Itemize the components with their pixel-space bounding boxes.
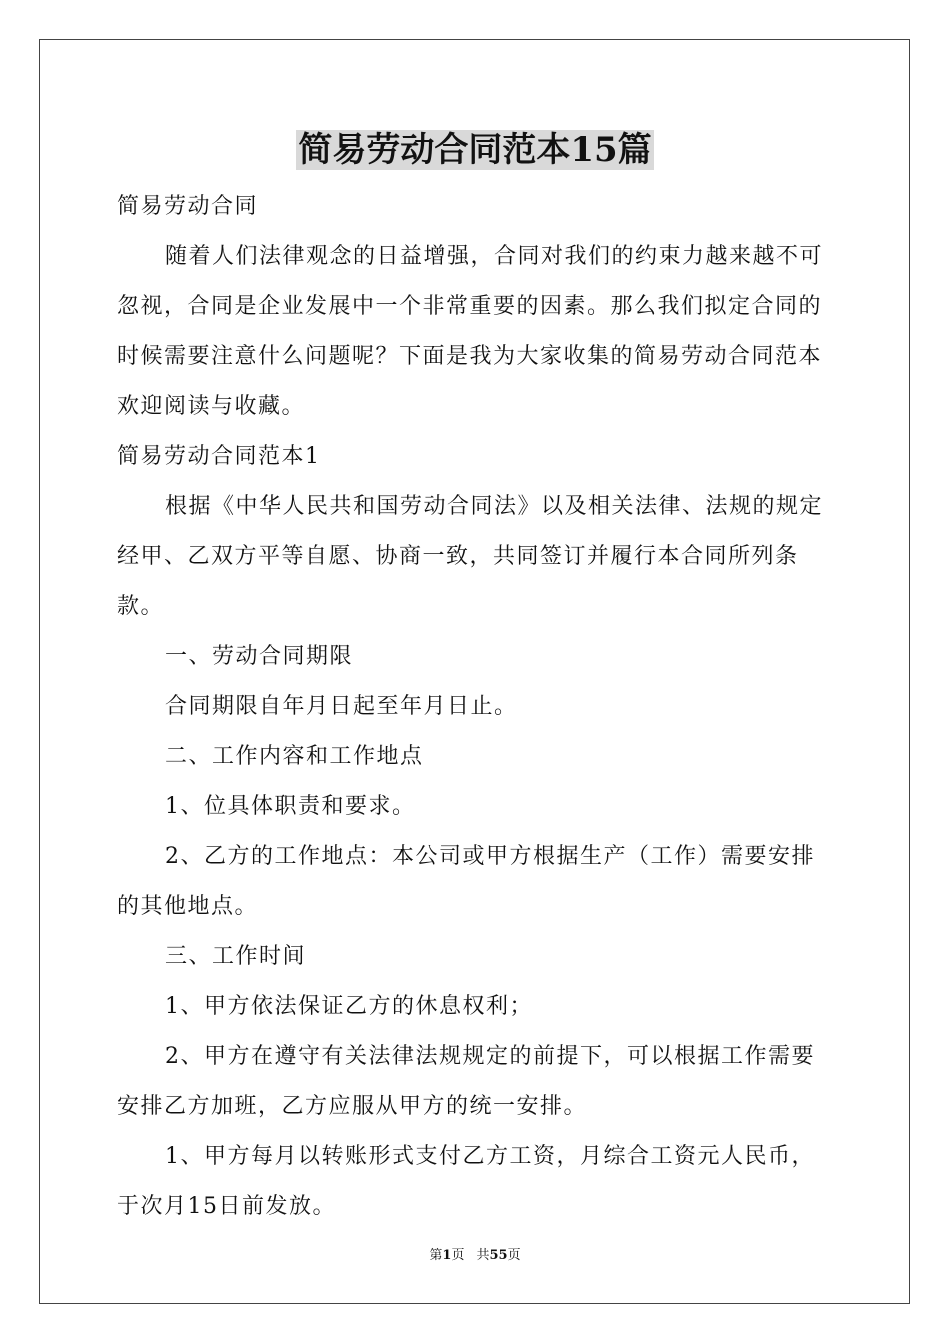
paragraph: 合同期限自年月日起至年月日止。 (165, 694, 518, 719)
clause-heading: 二、工作内容和工作地点 (165, 744, 424, 769)
total-pages: 55 (489, 1248, 508, 1263)
page-footer (0, 1248, 950, 1264)
total-prefix: 共 (476, 1248, 490, 1263)
paragraph: 简易劳动合同 (117, 194, 259, 219)
paragraph: 2、乙方的工作地点：本公司或甲方根据生产（工作）需要安排的其他地点。 (117, 844, 815, 919)
paragraph: 根据《中华人民共和国劳动合同法》以及相关法律、法规的规定经甲、乙双方平等自愿、协商一致，共同签订并履行本合同所列条款。 (117, 494, 824, 619)
page-prefix: 第 (429, 1248, 443, 1263)
paragraph: 随着人们法律观念的日益增强，合同对我们的约束力越来越不可忽视，合同是企业发展中一个非常重要的因素。那么我们拟定合同的时候需要注意什么问题呢？下面是我为大家收集的简易劳动合同范本欢迎阅读与收藏。 (117, 244, 824, 419)
clause-heading: 三、工作时间 (165, 944, 307, 969)
section-heading: 简易劳动合同范本1 (117, 444, 321, 469)
document-title (0, 128, 950, 172)
total-suffix: 页 (507, 1248, 521, 1263)
paragraph: 1、位具体职责和要求。 (165, 794, 416, 819)
clause-heading: 一、劳动合同期限 (165, 644, 354, 669)
document-title-text: 简易劳动合同范本15篇 (298, 130, 652, 170)
paragraph: 1、甲方依法保证乙方的休息权利； (165, 994, 533, 1019)
document-body (117, 182, 837, 1232)
paragraph: 1、甲方每月以转账形式支付乙方工资，月综合工资元人民币，于次月15日前发放。 (117, 1144, 815, 1219)
page-number: 1 (442, 1248, 452, 1263)
page-suffix: 页 (451, 1248, 465, 1263)
paragraph: 2、甲方在遵守有关法律法规规定的前提下，可以根据工作需要安排乙方加班，乙方应服从甲方的统一安排。 (117, 1044, 815, 1119)
